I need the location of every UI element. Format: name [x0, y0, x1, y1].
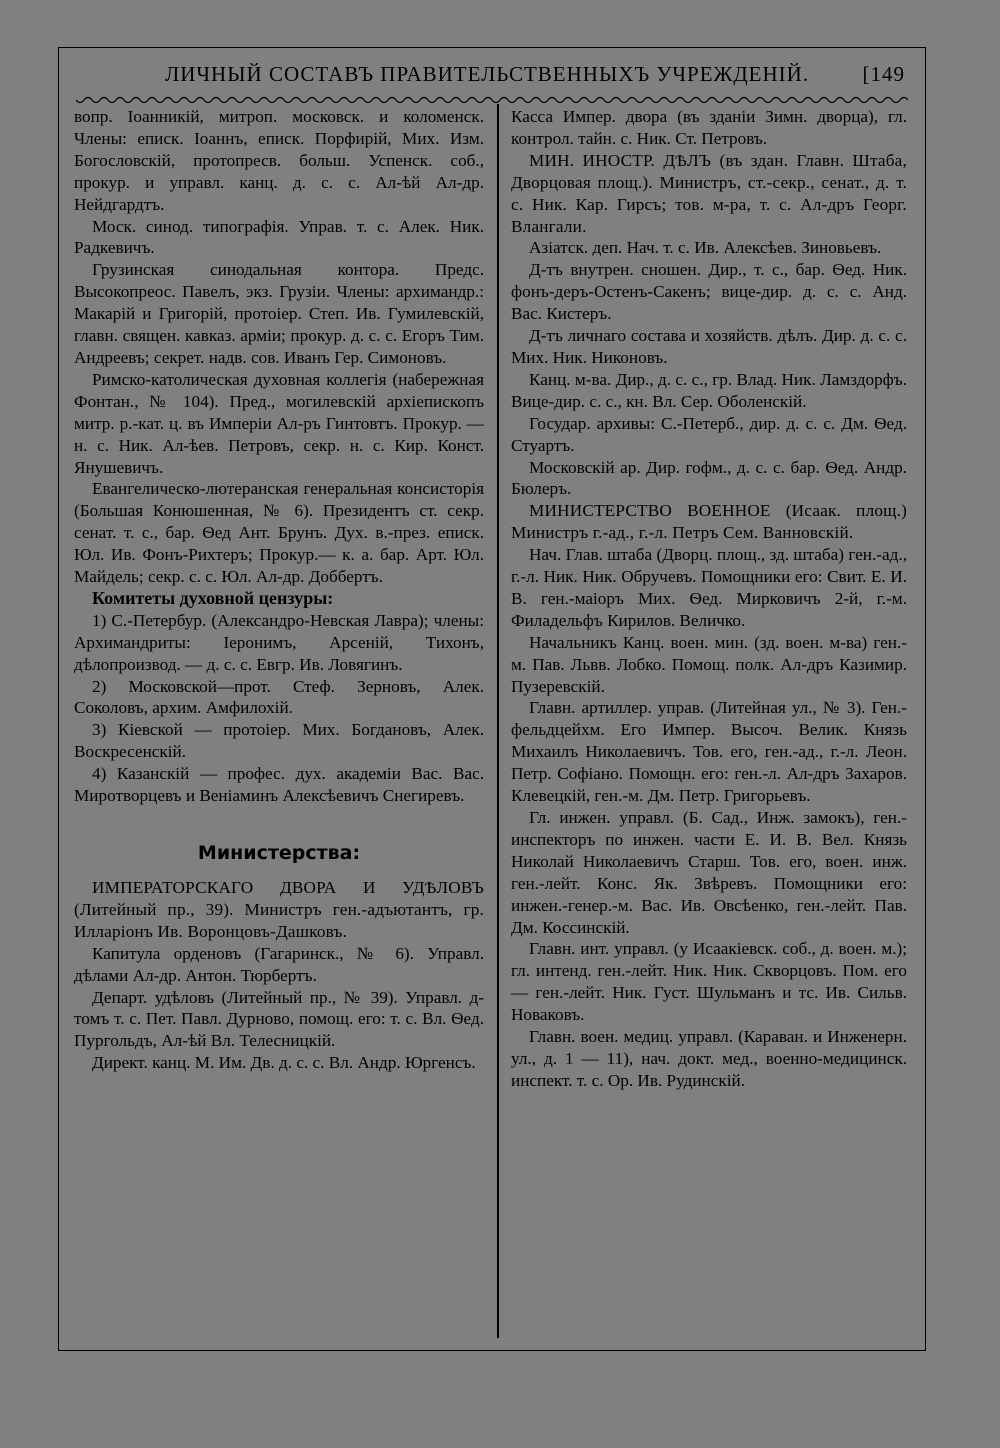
wavy-rule — [76, 93, 908, 107]
entry-personnel-dept: Д-тъ личнаго состава и хозяйств. дѣлъ. Дир. д. с. с. Мих. Ник. Никоновъ. — [511, 326, 907, 367]
page-number: [149 — [862, 62, 905, 86]
entry-moscow-archive: Московскій ар. Дир. гофм., д. с. с. бар. Ѳед. Андр. Бюлеръ. — [511, 457, 907, 499]
running-title: ЛИЧНЫЙ СОСТАВЪ ПРАВИТЕЛЬСТВЕННЫХЪ УЧРЕЖДЕНІЙ. — [165, 62, 810, 86]
entry-asiatic-dept: Азіатск. деп. Нач. т. с. Ив. Алексѣев. Зиновьевъ. — [529, 238, 882, 258]
entry-court-chancellery: Директ. канц. М. Им. Дв. д. с. с. Вл. Андр. Юргенсъ. — [92, 1053, 476, 1073]
entry-war-ministry: МИНИСТЕРСТВО ВОЕННОЕ (Исаак. площ.) Министръ г.-ад., г.-л. Петръ Сем. Ванновскій. — [511, 501, 907, 543]
entry-foreign-affairs: МИН. ИНОСТР. ДѢЛЪ (въ здан. Главн. Штаба, Дворцовая площ.). Министръ, ст.-секр., сенат., д. т. с. Ник. Кар. Гирсъ; тов. м-ра, т. с. Ал-дръ Георг. Влангали. — [511, 150, 907, 236]
entry-georgian-office: Грузинская синодальная контора. Предс. Высокопреос. Павелъ, экз. Грузіи. Члены: архимандр.: Макарій и Григорій, протоіер. Степ. Ив. Гумилевскій, главн. священ. кавказ. арміи; прокур. д. с. с. Егоръ Тим. Андреевъ; секрет. надв. сов. Иванъ Гер. Симоновъ. — [74, 260, 484, 367]
entry-internal-relations: Д-тъ внутрен. сношен. Дир., т. с., бар. Ѳед. Ник. фонъ-деръ-Остенъ-Сакенъ; вице-дир. д. с. с. Анд. Вас. Кистеръ. — [511, 260, 907, 324]
entry-artillery-admin: Главн. артиллер. управ. (Литейная ул., № 3). Ген.-фельдцейхм. Его Импер. Высоч. Велик. Князь Михаилъ Николаевичъ. Тов. его, ген.-ад., г.-л. Леон. Петр. Софіано. Помощн. его: ген.-л. Ал-дръ Захаров. Клевецкій, ген.-м. Дм. Петр. Григорьевъ. — [511, 698, 907, 806]
entry-war-chancellery: Начальникъ Канц. воен. мин. (зд. воен. м-ва) ген.-м. Пав. Львв. Лобко. Помощ. полк. Ал-дръ Казимир. Пузеревскій. — [511, 632, 907, 696]
entry-censorship-heading: Комитеты духовной цензуры: — [92, 587, 334, 608]
entry-censorship-spb: 1) С.-Петербур. (Александро-Невская Лавра); члены: Архимандриты: Іеронимъ, Арсеній, Тихонъ, дѣлопроизвод. — д. с. с. Евгр. Ив. Ловягинъ. — [74, 610, 484, 674]
entry-synod-printing: Моск. синод. типографія. Управ. т. с. Алек. Ник. Радкевичъ. — [74, 216, 484, 258]
column-divider — [497, 104, 499, 1338]
entry-catholic-college: Римско-католическая духовная коллегія (набережная Фонтан., № 104). Пред., могилевскій архіепископъ митр. р.-кат. ц. въ Имперіи Ал-ръ Гинтовтъ. Прокур. — н. с. Ник. Ал-ѣев. Петровъ, секр. н. с. Кир. Конст. Янушевичъ. — [74, 369, 484, 477]
entry-orders-chapter: Капитула орденовъ (Гагаринск., № 6). Управл. дѣлами Ал-др. Антон. Тюрбертъ. — [74, 943, 484, 985]
entry-imperial-court: ИМПЕРАТОРСКАГО ДВОРА И УДѢЛОВЪ (Литейный пр., 39). Министръ ген.-адъютантъ, гр. Илларіонъ Ив. Воронцовъ-Дашковъ. — [74, 878, 484, 941]
entry-state-archives: Государ. архивы: С.-Петерб., дир. д. с. с. Дм. Ѳед. Стуартъ. — [511, 413, 907, 455]
section-title-ministries: Министерства: — [197, 842, 361, 864]
entry-general-staff: Нач. Глав. штаба (Дворц. площ., зд. штаба) ген.-ад., г.-л. Ник. Ник. Обручевъ. Помощники его: Свит. Е. И. В. ген.-маіоръ Мих. Ѳед. Мирковичъ 2-й, г.-м. Филадельфъ Кирилов. Величко. — [511, 545, 907, 630]
entry-censorship-kazan: 4) Казанскій — профес. дух. академіи Вас. Вас. Миротворцевъ и Веніаминъ Алексѣевичъ Снегиревъ. — [74, 764, 484, 806]
page-header — [165, 62, 905, 88]
entry-censorship-moscow: 2) Московской—прот. Стеф. Зерновъ, Алек. Соколовъ, архим. Амфилохій. — [74, 676, 484, 718]
entry-court-treasury: Касса Импер. двора (въ зданіи Зимн. дворца), гл. контрол. тайн. с. Ник. Ст. Петровъ. — [511, 107, 907, 148]
right-column — [511, 106, 907, 1092]
entry-ministry-chancellery: Канц. м-ва. Дир., д. с. с., гр. Влад. Ник. Ламздорфъ. Вице-дир. с. с., кн. Вл. Сер. Оболенскій. — [511, 369, 907, 411]
entry-quartermaster-admin: Главн. инт. управл. (у Исаакіевск. соб., д. воен. м.); гл. интенд. ген.-лейт. Ник. Ник. Скворцовъ. Пом. его — ген.-лейт. Ник. Густ. Шульманъ и тс. Ив. Сильв. Новаковъ. — [511, 939, 907, 1025]
entry-appanages-dept: Департ. удѣловъ (Литейный пр., № 39). Управл. д-томъ т. с. Пет. Павл. Дурново, помощ. его: т. с. Вл. Ѳед. Пургольдъ, Ал-ѣй Вл. Телесницкій. — [74, 987, 484, 1051]
entry-lutheran-consistory: Евангелическо-лютеранская генеральная консисторія (Большая Конюшенная, № 6). Президентъ ст. секр. сенат. т. с., бар. Ѳед Ант. Брунъ. Дух. в.-през. еписк. Юл. Ив. Фонъ-Рихтеръ; Прокур.— к. а. бар. Арт. Юл. Майдель; секр. с. с. Юл. Ал-др. Доббертъ. — [74, 479, 484, 587]
entry-censorship-kiev: 3) Кіевской — протоіер. Мих. Богдановъ, Алек. Воскресенскій. — [74, 720, 484, 762]
entry-synod-members: вопр. Іоанникій, митроп. московск. и коломенск. Члены: еписк. Іоаннъ, еписк. Порфирій, Мих. Изм. Богословскій, протопресв. больш. Успенск. соб., прокур. и управл. канц. д. с. с. Ал-ѣй Ал-др. Нейдгардтъ. — [74, 107, 484, 214]
entry-medical-admin: Главн. воен. медиц. управл. (Караван. и Инженерн. ул., д. 1 — 11), нач. докт. мед., военно-медицинск. инспект. т. с. Ор. Ив. Рудинскій. — [511, 1027, 907, 1090]
left-column — [74, 106, 484, 1074]
entry-engineering-admin: Гл. инжен. управл. (Б. Сад., Инж. замокъ), ген.-инспекторъ по инжен. части Е. И. В. Вел. Князь Николай Николаевичъ Старш. Тов. его, воен. инж. ген.-лейт. Конс. Як. Звѣревъ. Помощники его: инжен.-генер.-м. Вас. Ив. Овсѣенко, ген.-лейт. Пав. Дм. Коссинскій. — [511, 808, 907, 937]
